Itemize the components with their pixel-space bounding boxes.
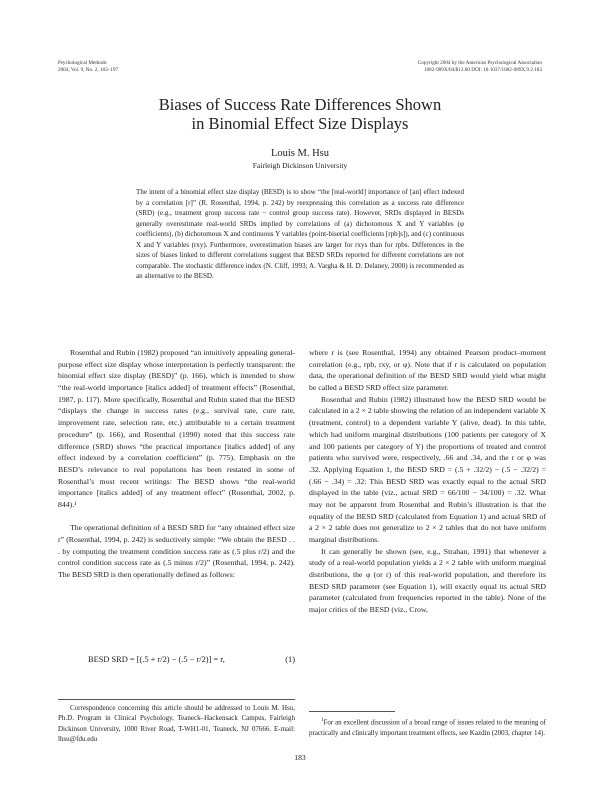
title-line-1: Biases of Success Rate Differences Shown	[158, 95, 442, 114]
copyright-header	[418, 60, 542, 74]
footnote-rule	[309, 711, 395, 712]
footnote-text: For an excellent discussion of a broad range of issues related to the meaning of practically and clinically important treatment effects, see Kazdin (2003, chapter 14).	[309, 718, 546, 737]
equation-number: (1)	[285, 655, 295, 664]
doi-line: 1082-989X/04/$12.00 DOI: 10.1037/1082-989X.9.2.183	[423, 67, 542, 73]
journal-header	[58, 60, 118, 74]
page-number: 183	[294, 753, 306, 762]
footnote-marker: 1	[321, 718, 324, 723]
author-affiliation: Fairleigh Dickinson University	[252, 161, 348, 170]
left-column	[58, 347, 295, 581]
equation-body: BESD SRD = [(.5 + r/2) − (.5 − r/2)] = r,	[88, 655, 225, 664]
title-line-2: in Binomial Effect Size Displays	[191, 114, 409, 133]
abstract	[136, 187, 464, 282]
right-paragraph-2: Rosenthal and Rubin (1982) illustrated how the BESD SRD would be calculated in a 2 × 2 table showing the relation of an independent variable X (treatment, control) to a dependent variable Y (alive, dead). In this table, which had uniform marginal distributions (100 patients per category of X and 100 patients per category of Y) the proportions of treated and control patients who survived were, respectively, .66 and .34, and the r or φ was .32. Applying Equation 1, the BESD SRD = (.5 + .32/2) − (.5 − .32/2) = (.66 − .34) = .32: This BESD SRD was exactly equal to the actual SRD displayed in the table (viz., actual SRD = 66/100 − 34/100) = .32. What may not be apparent from Rosenthal and Rubin’s illustration is that the equality of the BESD SRD (calculated from Equation 1) and actual SRD of a 2 × 2 table does not generalize to 2 × 2 tables that do not have uniform marginal distributions.	[309, 394, 546, 544]
copyright-notice: Copyright 2004 by the American Psychological Association	[417, 60, 542, 66]
right-column	[309, 347, 546, 616]
correspondence-note	[58, 703, 295, 745]
abstract-text: The intent of a binomial effect size display (BESD) is to show “the [real-world] importance of [an] effect indexed by a correlation [r]” (R. Rosenthal, 1994, p. 242) by reexpressing this correlation as a success rate difference (SRD) (e.g., treatment group success rate − control group success rate). However, SRDs displayed in BESDs generally overestimate real-world SRDs implied by correlations of (a) dichotomous X and Y variables (φ coefficients), (b) dichotomous X and continuous Y variables (point-biserial coefficients [rpb]s]), and (c) continuous X and Y variables (rxy). Furthermore, overestimation biases are larger for rxys than for rpbs. Differences in the sizes of biases linked to different correlations suggest that BESD SRDs reported for different correlations are not comparable. The stochastic difference index (N. Cliff, 1993; A. Vargha & H. D. Delaney, 2000) is recommended as an alternative to the BESD.	[136, 188, 464, 281]
right-paragraph-1: where r is (see Rosenthal, 1994) any obtained Pearson product–moment correlation (e.g., rpb, rxy, or φ). Note that if r is calculated on population data, the operational definition of the BESD SRD would yield what might be called a BESD SRD effect size parameter.	[309, 348, 546, 393]
left-paragraph-1: Rosenthal and Rubin (1982) proposed “an intuitively appealing general-purpose effect size display whose interpretation is perfectly transparent: the binomial effect size display (BESD)” (p. 166), which is intended to show “the real-world importance [italics added] of treatment effects” (Rosenthal, 1987, p. 117). More specifically, Rosenthal and Rubin stated that the BESD “displays the change in success rates (e.g., survival rate, cure rate, improvement rate, selection rate, etc.) attributable to a certain treatment procedure” (p. 166), and Rosenthal (1990) noted that this success rate difference (SRD) shows “the practical importance [italics added] of any effect indexed by a correlation coefficient” (p. 775). Emphasis on the BESD’s relevance to real populations has been restated in some of Rosenthal’s most recent writings: The BESD shows “the real-world importance [italics added] of any treatment effect” (Rosenthal, 2002, p. 844).¹	[58, 348, 295, 509]
footnote	[309, 716, 546, 738]
journal-volume: 2004, Vol. 9, No. 2, 183–197	[58, 67, 119, 73]
left-paragraph-2: The operational definition of a BESD SRD for “any obtained effect size r” (Rosenthal, 1994, p. 242) is seductively simple: “We obtain the BESD . . . by computing the treatment condition success rate as (.5 plus r/2) and the control condition success rate as (.5 minus r/2)” (Rosenthal, 1994, p. 242). The BESD SRD is then operationally defined as follows:	[58, 523, 295, 580]
article-title	[0, 95, 600, 133]
author-name: Louis M. Hsu	[270, 148, 330, 159]
journal-name: Psychological Methods	[58, 60, 107, 66]
correspondence-text: Correspondence concerning this article should be addressed to Louis M. Hsu, Ph.D. Program in Clinical Psychology, Teaneck–Hackensack Campus, Fairleigh Dickinson University, 1000 River Road, T-WH1-01, Teaneck, NJ 07666. E-mail: lhsu@fdu.edu	[58, 704, 295, 744]
right-paragraph-3: It can generally be shown (see, e.g., Strahan, 1991) that whenever a study of a real-world population yields a 2 × 2 table with uniform marginal distributions, the φ (or r) of this real-world population, and therefore its BESD SRD parameter (see Equation 1), will exactly equal its actual SRD parameter (calculated from frequencies reported in the table). None of the major critics of the BESD (viz., Crow,	[309, 546, 546, 615]
correspondence-rule	[58, 699, 295, 700]
